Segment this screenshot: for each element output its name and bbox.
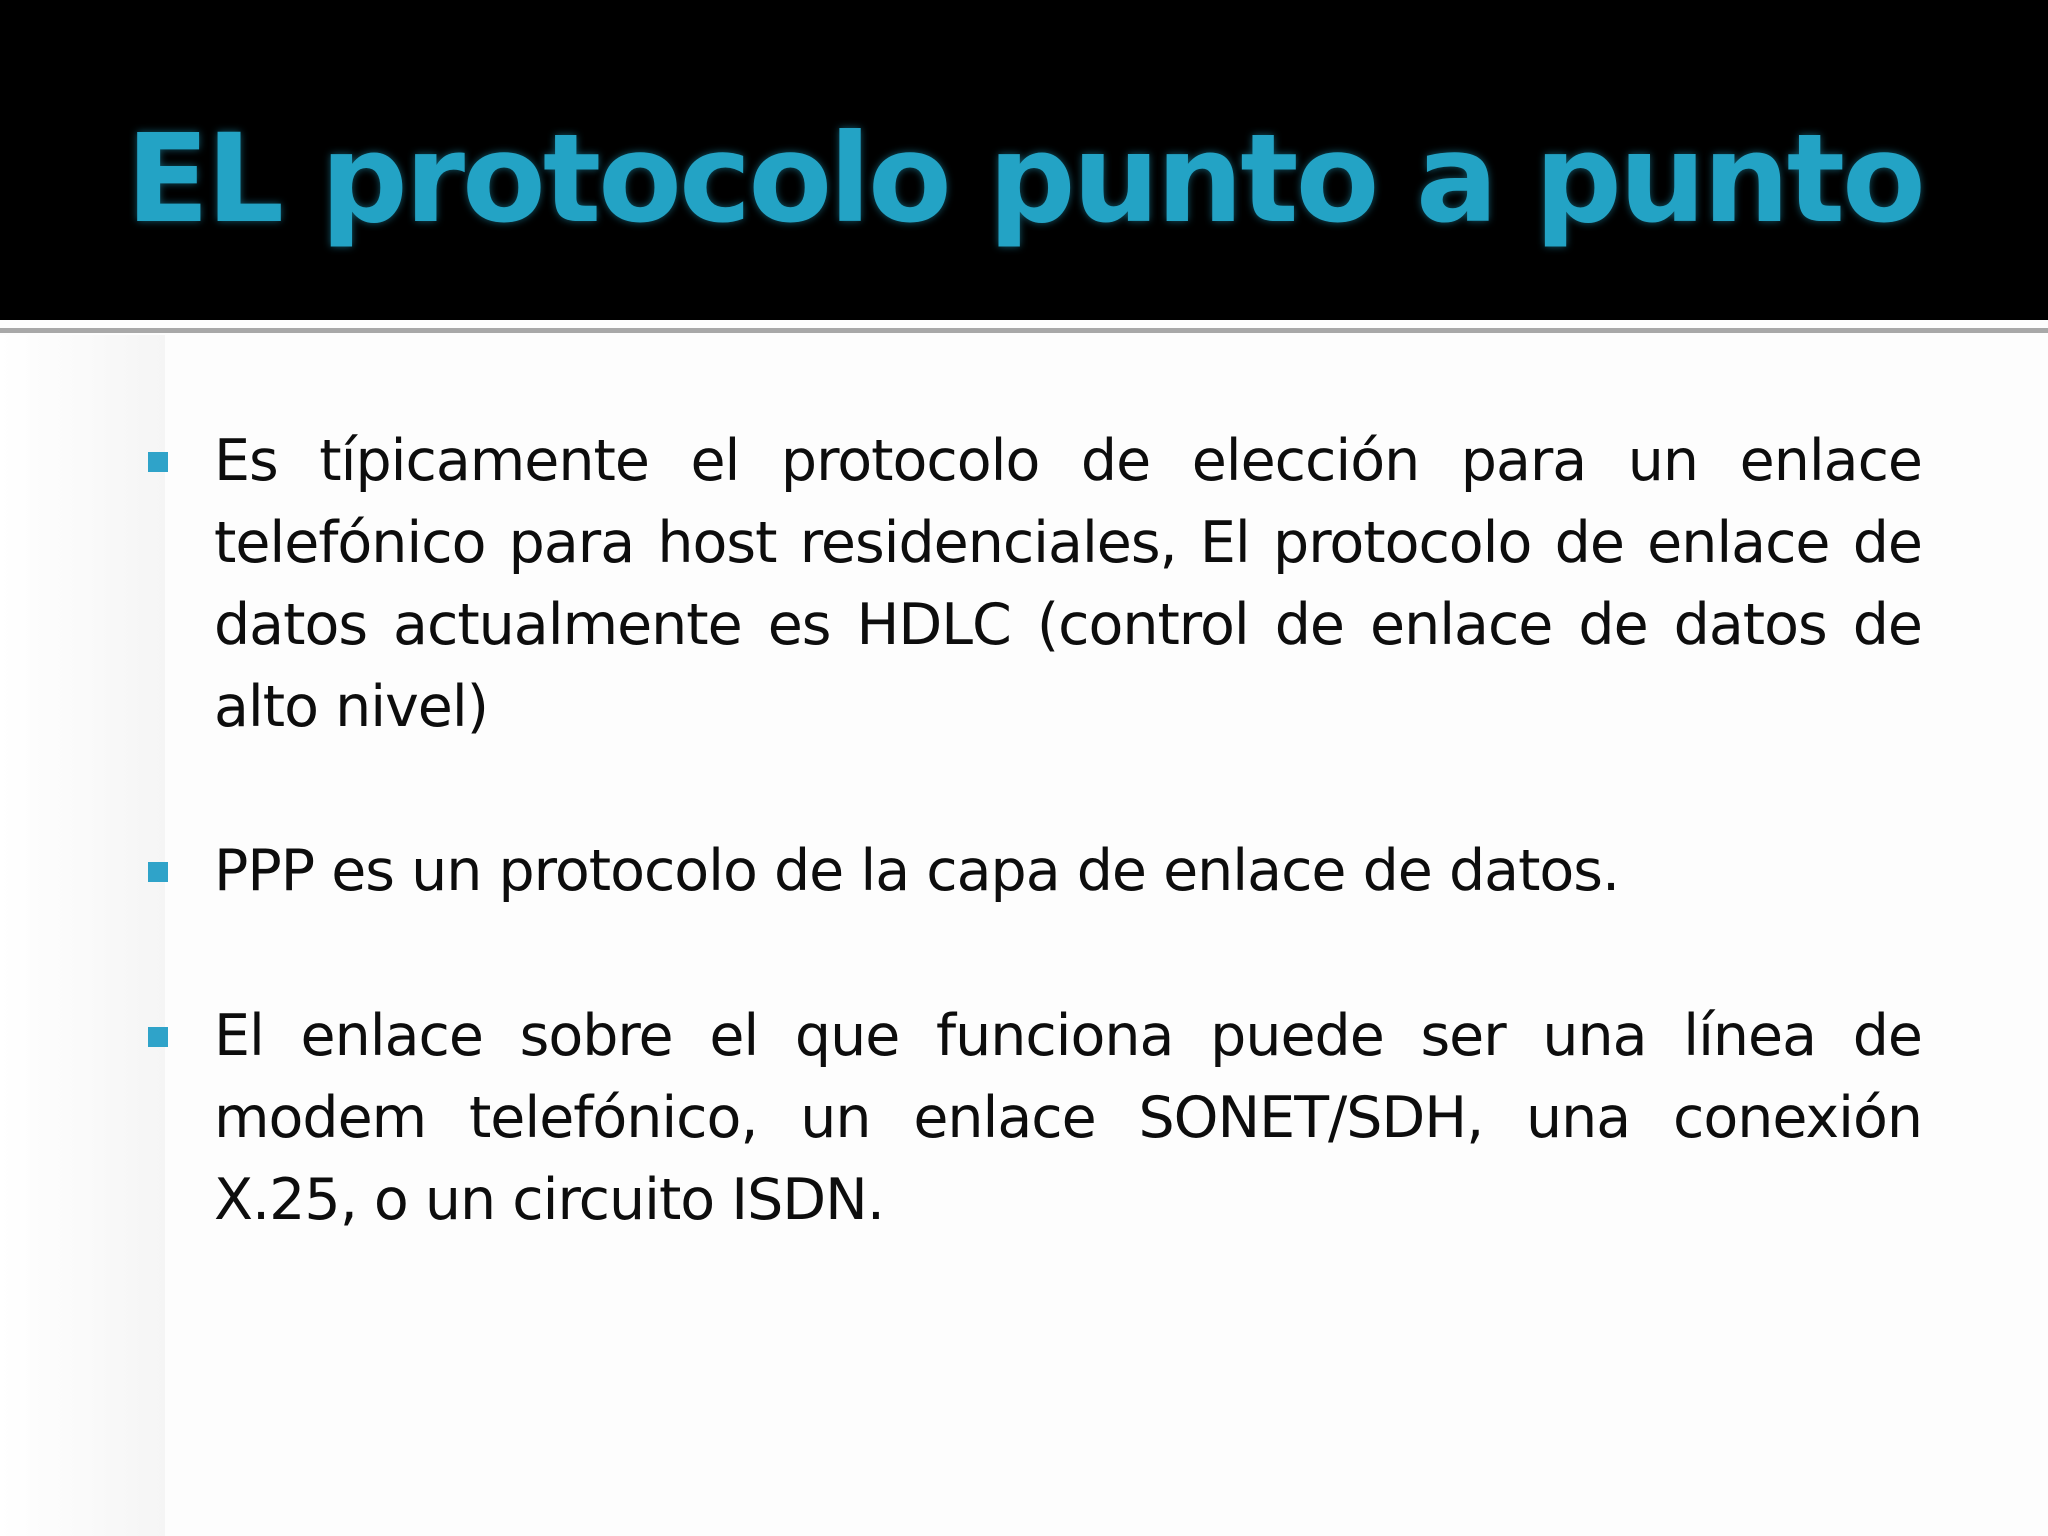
bullet-item: Es típicamente el protocolo de elección para un enlace telefónico para host residenciales, El protocolo de enlace de datos actualmente es HDLC (control de enlace de datos de alto nivel) xyxy=(214,428,1922,740)
bullet-item: PPP es un protocolo de la capa de enlace de datos. xyxy=(214,838,1620,904)
bullet-marker-icon xyxy=(148,1027,168,1047)
bullet-marker-icon xyxy=(148,452,168,472)
slide-title: EL protocolo punto a punto xyxy=(126,108,1923,250)
bullet-marker-icon xyxy=(148,862,168,882)
title-bar xyxy=(0,0,2048,320)
bullet-item: El enlace sobre el que funciona puede ser una línea de modem telefónico, un enlace SONET/SDH, una conexión X.25, o un circuito ISDN. xyxy=(214,1003,1922,1233)
left-margin-shade xyxy=(0,335,165,1536)
title-divider xyxy=(0,328,2048,333)
